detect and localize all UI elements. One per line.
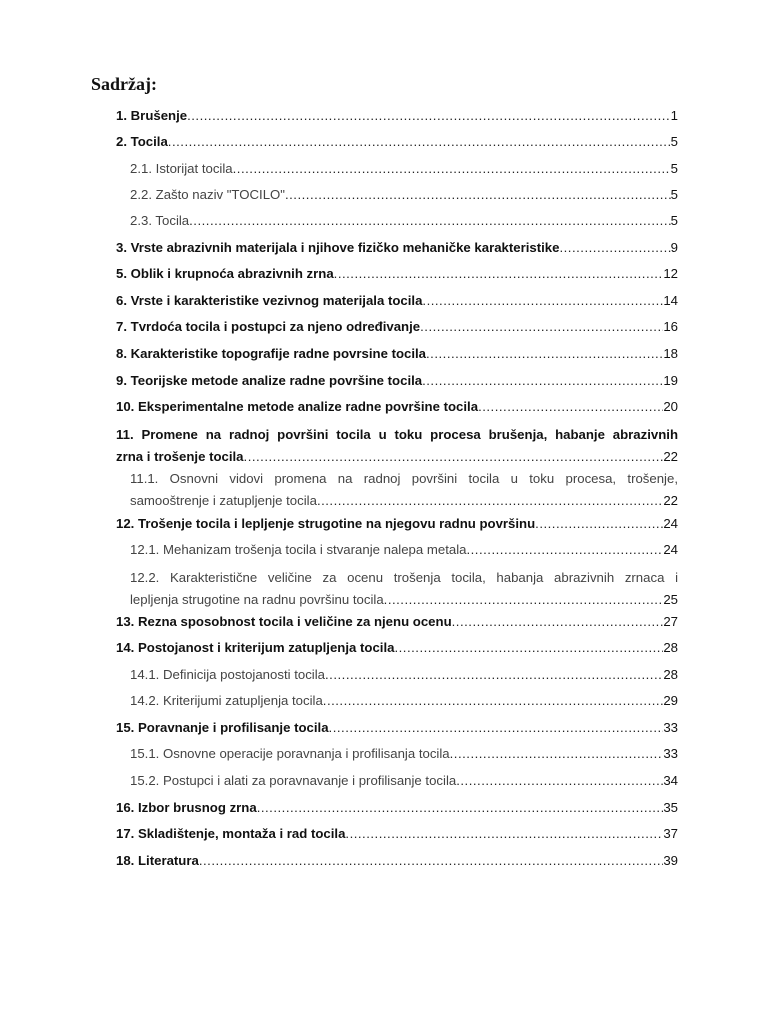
- toc-entry[interactable]: [130, 741, 678, 767]
- dot-leader: [422, 368, 663, 394]
- toc-entry-page: 24: [663, 516, 678, 531]
- toc-entry-label: 15. Poravnanje i profilisanje tocila: [116, 720, 329, 735]
- toc-entry-page: 5: [670, 134, 678, 149]
- toc-entry[interactable]: [116, 129, 678, 155]
- toc-entry-page: 34: [663, 773, 678, 788]
- toc-entry-label: 2. Tocila: [116, 134, 168, 149]
- toc-entry-label: 1. Brušenje: [116, 108, 188, 123]
- toc-entry[interactable]: [116, 235, 678, 261]
- toc-entry-label: 2.3. Tocila: [130, 213, 190, 228]
- dot-leader: [257, 795, 664, 821]
- toc-entry[interactable]: [116, 635, 678, 661]
- dot-leader: [285, 182, 671, 208]
- toc-entry-label: 15.1. Osnovne operacije poravnanja i profilisanja tocila: [130, 746, 450, 761]
- toc-entry-label: 17. Skladištenje, montaža i rad tocila: [116, 826, 346, 841]
- toc-entry-page: 1: [670, 108, 678, 123]
- toc-entry[interactable]: [130, 768, 678, 794]
- toc-entry-page: 22: [663, 449, 678, 464]
- toc-entry-page: 5: [670, 161, 678, 176]
- dot-leader: [384, 589, 664, 611]
- toc-entry[interactable]: [116, 511, 678, 537]
- toc-entry-label: 12.1. Mehanizam trošenja tocila i stvaranje nalepa metala: [130, 542, 467, 557]
- dot-leader: [345, 821, 663, 847]
- toc-entry[interactable]: [116, 261, 678, 287]
- toc-entry-label-line2: zrna i trošenje tocila: [116, 449, 244, 464]
- toc-entry[interactable]: [116, 848, 678, 874]
- dot-leader: [168, 129, 671, 155]
- toc-entry-label: 14.2. Kriterijumi zatupljenja tocila: [130, 693, 323, 708]
- toc-entry-label: 14. Postojanost i kriterijum zatupljenja tocila: [116, 640, 395, 655]
- toc-entry[interactable]: [116, 341, 678, 367]
- toc-entry-page: 19: [663, 373, 678, 388]
- toc-entry-label-line2: samooštrenje i zatupljenje tocila: [130, 493, 317, 508]
- toc-entry[interactable]: [116, 795, 678, 821]
- dot-leader: [456, 768, 663, 794]
- toc-entry-label: 3. Vrste abrazivnih materijala i njihove fizičko mehaničke karakteristike: [116, 240, 560, 255]
- toc-entry-label: 15.2. Postupci i alati za poravnavanje i profilisanje tocila: [130, 773, 457, 788]
- toc-entry[interactable]: [116, 821, 678, 847]
- dot-leader: [317, 490, 663, 512]
- dot-leader: [452, 609, 664, 635]
- toc-entry[interactable]: [116, 394, 678, 420]
- dot-leader: [535, 511, 663, 537]
- toc-entry-label-line1: 12.2. Karakteristične veličine za ocenu trošenja tocila, habanja abrazivnih zrnaca i: [130, 570, 678, 585]
- toc-entry-label: 16. Izbor brusnog zrna: [116, 800, 257, 815]
- toc-entry-page: 28: [663, 667, 678, 682]
- toc-entry-page: 27: [663, 614, 678, 629]
- toc-entry-page: 33: [663, 720, 678, 735]
- toc-entry-label: 2.1. Istorijat tocila: [130, 161, 233, 176]
- toc-entry[interactable]: [130, 182, 678, 208]
- dot-leader: [329, 715, 664, 741]
- dot-leader: [559, 235, 670, 261]
- dot-leader: [334, 261, 664, 287]
- dot-leader: [199, 848, 664, 874]
- dot-leader: [422, 288, 663, 314]
- toc-entry-page: 18: [663, 346, 678, 361]
- toc-entry-page: 24: [663, 542, 678, 557]
- toc-entry-page: 39: [663, 853, 678, 868]
- toc-entry[interactable]: [116, 314, 678, 340]
- dot-leader: [187, 103, 671, 129]
- dot-leader: [450, 741, 664, 767]
- toc-entry[interactable]: [116, 288, 678, 314]
- dot-leader: [244, 446, 664, 468]
- toc-entry-page: 12: [663, 266, 678, 281]
- toc-entry[interactable]: [116, 609, 678, 635]
- toc-entry-page: 37: [663, 826, 678, 841]
- toc-entry[interactable]: [116, 424, 678, 468]
- dot-leader: [233, 156, 671, 182]
- toc-entry[interactable]: [130, 567, 678, 611]
- toc-entry-label: 6. Vrste i karakteristike vezivnog materijala tocila: [116, 293, 423, 308]
- toc-entry[interactable]: [130, 468, 678, 512]
- toc-entry-page: 29: [663, 693, 678, 708]
- dot-leader: [426, 341, 663, 367]
- toc-entry-label: 8. Karakteristike topografije radne povrsine tocila: [116, 346, 427, 361]
- toc-entry-page: 9: [670, 240, 678, 255]
- toc-entry-label: 18. Literatura: [116, 853, 199, 868]
- toc-entry[interactable]: [116, 715, 678, 741]
- dot-leader: [394, 635, 663, 661]
- toc-entry-label: 9. Teorijske metode analize radne površine tocila: [116, 373, 423, 388]
- toc-entry-label-line2: lepljenja strugotine na radnu površinu tocila: [130, 592, 384, 607]
- dot-leader: [189, 208, 671, 234]
- toc-entry[interactable]: [130, 688, 678, 714]
- toc-entry-page: 5: [670, 213, 678, 228]
- dot-leader: [466, 537, 663, 563]
- dot-leader: [478, 394, 663, 420]
- toc-entry-label: 10. Eksperimentalne metode analize radne površine tocila: [116, 399, 479, 414]
- toc-entry-label: 13. Rezna sposobnost tocila i veličine za njenu ocenu: [116, 614, 452, 629]
- toc-entry-label: 5. Oblik i krupnoća abrazivnih zrna: [116, 266, 334, 281]
- toc-entry-label-line1: 11.1. Osnovni vidovi promena na radnoj površini tocila u toku procesa, trošenje,: [130, 471, 678, 486]
- toc-title: Sadržaj:: [91, 74, 157, 94]
- toc-entry-label: 7. Tvrdoća tocila i postupci za njeno određivanje: [116, 319, 421, 334]
- toc-entry[interactable]: [116, 103, 678, 129]
- toc-entry-page: 35: [663, 800, 678, 815]
- toc-entry[interactable]: [130, 537, 678, 563]
- toc-entry-page: 22: [663, 493, 678, 508]
- toc-entry[interactable]: [130, 662, 678, 688]
- toc-entry[interactable]: [130, 156, 678, 182]
- toc-entry-label-line1: 11. Promene na radnoj površini tocila u toku procesa brušenja, habanje abrazivnih: [116, 427, 678, 442]
- dot-leader: [325, 662, 663, 688]
- toc-entry-page: 25: [663, 592, 678, 607]
- toc-entry-label: 12. Trošenje tocila i lepljenje strugotine na njegovu radnu površinu: [116, 516, 536, 531]
- toc-entry-page: 14: [663, 293, 678, 308]
- toc-entry-page: 16: [663, 319, 678, 334]
- toc-entry[interactable]: [116, 368, 678, 394]
- toc-entry-page: 28: [663, 640, 678, 655]
- toc-entry-page: 5: [670, 187, 678, 202]
- dot-leader: [420, 314, 663, 340]
- toc-entry-page: 33: [663, 746, 678, 761]
- toc-entry-label: 14.1. Definicija postojanosti tocila: [130, 667, 325, 682]
- toc-entry[interactable]: [130, 208, 678, 234]
- toc-entry-page: 20: [663, 399, 678, 414]
- toc-entry-label: 2.2. Zašto naziv "TOCILO": [130, 187, 285, 202]
- dot-leader: [323, 688, 664, 714]
